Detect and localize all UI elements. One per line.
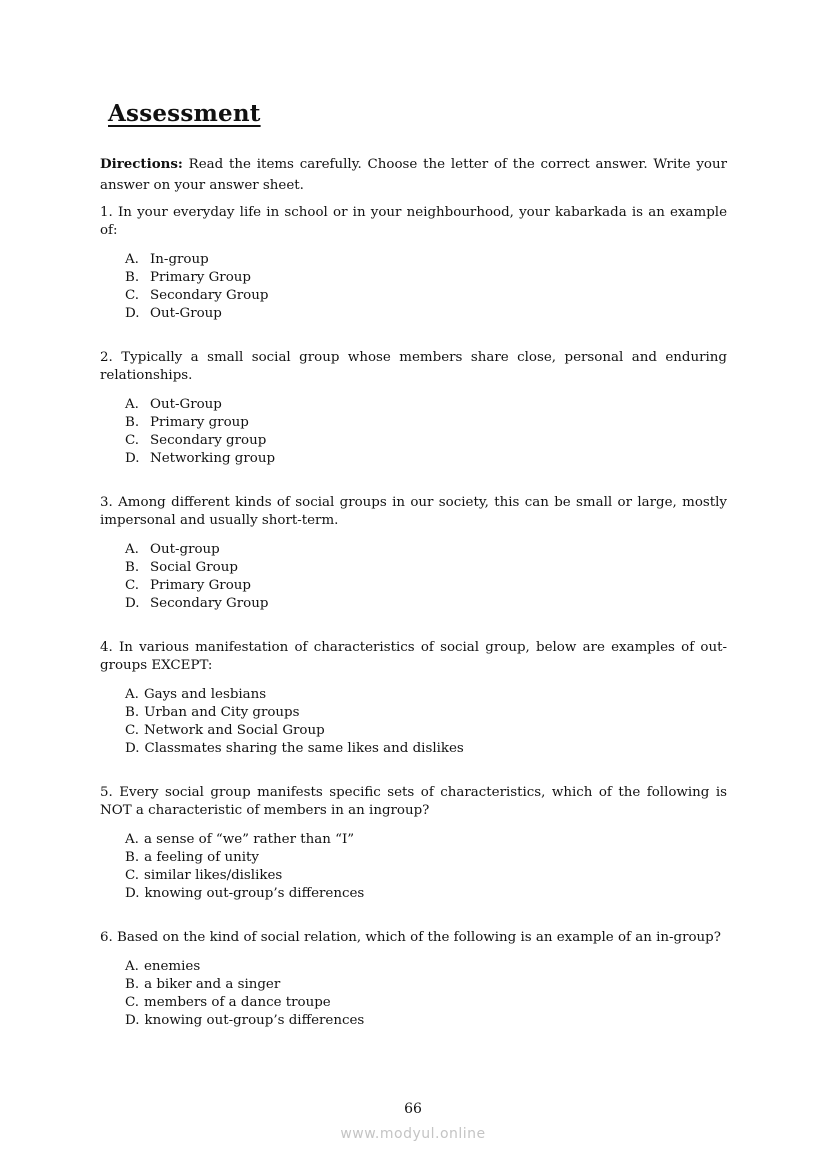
option-letter: C. (125, 578, 140, 593)
option-d (125, 450, 727, 468)
option-letter: A. (125, 959, 139, 974)
option-c (125, 432, 727, 450)
option-text: a feeling of unity (144, 850, 259, 865)
option-letter: A. (125, 542, 139, 557)
option-text: Out-Group (150, 397, 222, 412)
option-b (125, 704, 727, 722)
option-a (125, 831, 727, 849)
option-d (125, 885, 727, 903)
option-a (125, 251, 727, 269)
option-a (125, 396, 727, 414)
option-text: Primary Group (150, 578, 251, 593)
option-letter: A. (125, 397, 139, 412)
option-text: similar likes/dislikes (144, 868, 283, 883)
option-text: members of a dance troupe (144, 995, 331, 1010)
option-letter: D. (125, 596, 140, 611)
option-text: Out-group (150, 542, 220, 557)
option-text: Out-Group (150, 306, 222, 321)
question-5 (100, 784, 727, 903)
option-letter: D. (125, 306, 140, 321)
options-list (125, 541, 727, 613)
option-letter: D. (125, 451, 140, 466)
option-text: a sense of “we” rather than “I” (143, 832, 355, 847)
option-b (125, 414, 727, 432)
option-d (125, 1012, 727, 1030)
option-text: Classmates sharing the same likes and dislikes (144, 741, 464, 756)
options-list (125, 686, 727, 758)
page-number: 66 (404, 1101, 422, 1117)
directions-label: Directions: (100, 156, 183, 172)
watermark: www.modyul.online (340, 1126, 486, 1142)
option-text: Secondary Group (150, 596, 269, 611)
option-text: Social Group (150, 560, 238, 575)
options-list (125, 958, 727, 1030)
option-c (125, 994, 727, 1012)
question-text: 4. In various manifestation of characteristics of social group, below are examples of out-groups EXCEPT: (100, 640, 727, 673)
option-letter: C. (125, 995, 140, 1010)
option-letter: B. (125, 560, 140, 575)
option-b (125, 559, 727, 577)
option-d (125, 740, 727, 758)
option-text: Urban and City groups (144, 705, 300, 720)
question-6 (100, 929, 727, 1030)
option-letter: C. (125, 288, 140, 303)
option-letter: D. (125, 886, 140, 901)
option-a (125, 686, 727, 704)
option-text: enemies (143, 959, 201, 974)
option-text: Primary Group (150, 270, 251, 285)
option-c (125, 287, 727, 305)
option-d (125, 305, 727, 323)
question-4 (100, 639, 727, 758)
question-text: 3. Among different kinds of social groups in our society, this can be small or large, mostly impersonal and usually short-term. (100, 495, 727, 528)
question-1 (100, 204, 727, 323)
option-a (125, 958, 727, 976)
option-letter: A. (125, 687, 139, 702)
option-text: Secondary Group (150, 288, 269, 303)
option-text: Networking group (150, 451, 276, 466)
option-letter: B. (125, 977, 140, 992)
question-2 (100, 349, 727, 468)
option-c (125, 722, 727, 740)
option-text: Network and Social Group (144, 723, 325, 738)
option-c (125, 577, 727, 595)
option-letter: C. (125, 433, 140, 448)
question-text: 5. Every social group manifests specific sets of characteristics, which of the following is NOT a characteristic of members in an ingroup? (100, 785, 727, 818)
option-text: In-group (150, 252, 209, 267)
option-text: knowing out-group’s differences (144, 886, 365, 901)
option-letter: B. (125, 415, 140, 430)
options-list (125, 251, 727, 323)
option-letter: D. (125, 741, 140, 756)
option-letter: B. (125, 270, 140, 285)
options-list (125, 396, 727, 468)
question-3 (100, 494, 727, 613)
option-b (125, 849, 727, 867)
option-letter: B. (125, 705, 140, 720)
option-b (125, 269, 727, 287)
option-letter: A. (125, 252, 139, 267)
option-a (125, 541, 727, 559)
option-letter: D. (125, 1013, 140, 1028)
option-text: knowing out-group’s differences (144, 1013, 365, 1028)
directions-text: Read the items carefully. Choose the letter of the correct answer. Write your answer on your answer sheet. (100, 157, 727, 193)
options-list (125, 831, 727, 903)
option-d (125, 595, 727, 613)
option-text: a biker and a singer (144, 977, 281, 992)
option-text: Gays and lesbians (143, 687, 267, 702)
question-text: 2. Typically a small social group whose members share close, personal and enduring relationships. (100, 350, 727, 383)
option-text: Primary group (150, 415, 249, 430)
option-letter: C. (125, 723, 140, 738)
option-c (125, 867, 727, 885)
option-letter: C. (125, 868, 140, 883)
option-b (125, 976, 727, 994)
question-text: 6. Based on the kind of social relation, which of the following is an example of an in-group? (100, 930, 721, 945)
page-title: Assessment (108, 100, 261, 127)
option-letter: A. (125, 832, 139, 847)
option-text: Secondary group (150, 433, 267, 448)
question-text: 1. In your everyday life in school or in your neighbourhood, your kabarkada is an example of: (100, 205, 727, 238)
option-letter: B. (125, 850, 140, 865)
directions (100, 154, 727, 196)
